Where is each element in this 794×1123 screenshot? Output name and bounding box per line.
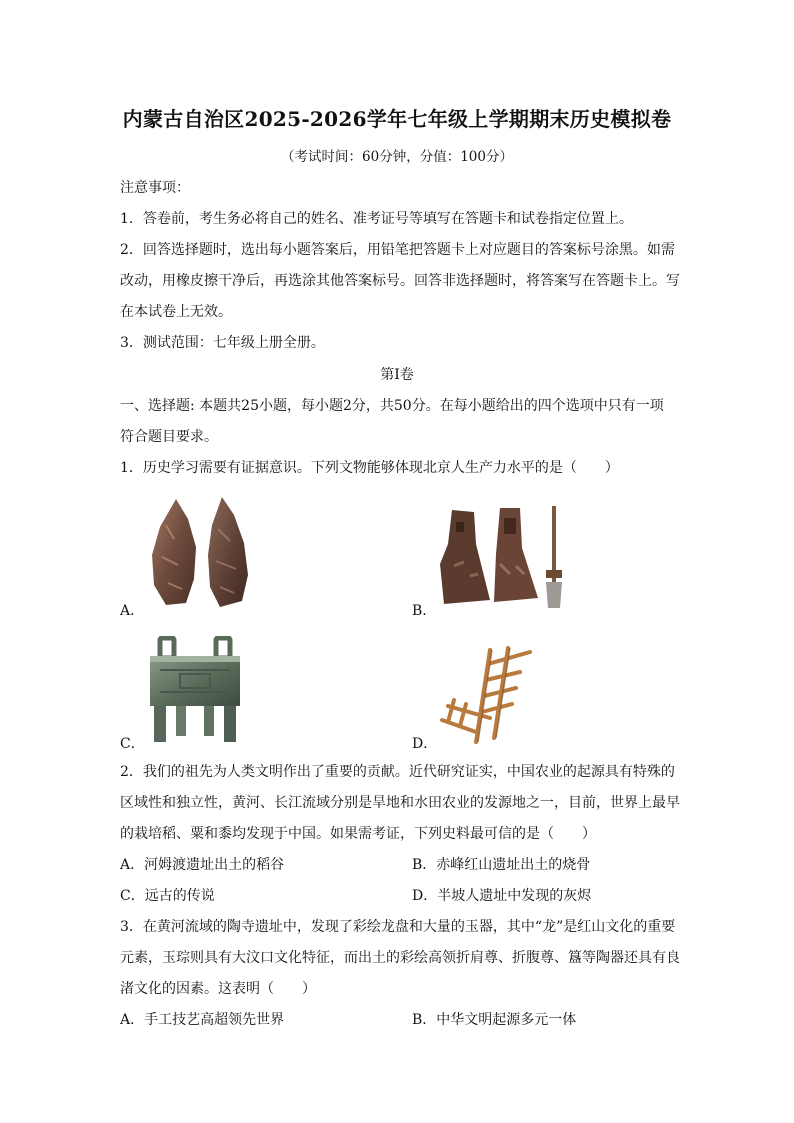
question-2-stem-3: 的栽培稻、粟和黍均发现于中国。如果需考证，下列史料最可信的是（ ）	[120, 826, 596, 842]
question-3-stem-2: 元素，玉琮则具有大汶口文化特征，而出土的彩绘高领折肩尊、折腹尊、簋等陶器还具有良	[120, 950, 680, 966]
q2-option-c[interactable]: C．远古的传说	[120, 888, 215, 904]
q2-option-a[interactable]: A．河姆渡遗址出土的稻谷	[120, 857, 285, 873]
question-3-stem-3: 渚文化的因素。这表明（ ）	[120, 981, 316, 997]
question-2-stem-2: 区域性和独立性，黄河、长江流域分别是旱地和水田农业的发源地之一，目前，世界上最早	[120, 795, 680, 811]
notice-1: 1．答卷前，考生务必将自己的姓名、准考证号等填写在答题卡和试卷指定位置上。	[120, 211, 633, 227]
bone-spade-image[interactable]	[438, 504, 566, 612]
exam-info: （考试时间：60分钟，分值：100分）	[281, 149, 513, 165]
page-title: 内蒙古自治区2025-2026学年七年级上学期期末历史模拟卷	[122, 107, 672, 131]
part-one-instructions-2: 符合题目要求。	[120, 429, 218, 445]
q1-option-c-label[interactable]: C．	[120, 736, 145, 752]
part-one-instructions-1: 一、选择题: 本题共25小题，每小题2分，共50分。在每小题给出的四个选项中只有一项	[120, 398, 664, 414]
section-heading: 第I卷	[380, 367, 414, 383]
q3-option-b[interactable]: B．中华文明起源多元一体	[412, 1012, 577, 1028]
q3-option-a[interactable]: A．手工技艺高超领先世界	[120, 1012, 285, 1028]
q2-option-b[interactable]: B．赤峰红山遗址出土的烧骨	[412, 857, 591, 873]
question-1-stem: 1．历史学习需要有证据意识。下列文物能够体现北京人生产力水平的是（ ）	[120, 460, 619, 476]
q2-option-d[interactable]: D．半坡人遗址中发现的灰烬	[412, 888, 592, 904]
stone-tools-image[interactable]	[148, 495, 258, 610]
notice-3: 3．测试范围：七年级上册全册。	[120, 335, 325, 351]
notice-2-line2: 改动，用橡皮擦干净后，再选涂其他答案标号。回答非选择题时，将答案写在答题卡上。写	[120, 273, 680, 289]
notice-heading: 注意事项：	[120, 180, 190, 196]
bronze-ding-image[interactable]	[146, 636, 244, 744]
notice-2-line1: 2．回答选择题时，选出每小题答案后，用铅笔把答题卡上对应题目的答案标号涂黑。如需	[120, 242, 675, 258]
notice-2-line3: 在本试卷上无效。	[120, 304, 232, 320]
wooden-plough-image[interactable]	[440, 642, 536, 746]
q1-option-a-label[interactable]: A．	[120, 603, 145, 619]
q1-option-b-label[interactable]: B．	[412, 603, 437, 619]
question-3-stem-1: 3．在黄河流域的陶寺遗址中，发现了彩绘龙盘和大量的玉器，其中“龙”是红山文化的重要	[120, 919, 676, 935]
question-2-stem-1: 2．我们的祖先为人类文明作出了重要的贡献。近代研究证实，中国农业的起源具有特殊的	[120, 764, 675, 780]
q1-option-d-label[interactable]: D．	[412, 736, 438, 752]
